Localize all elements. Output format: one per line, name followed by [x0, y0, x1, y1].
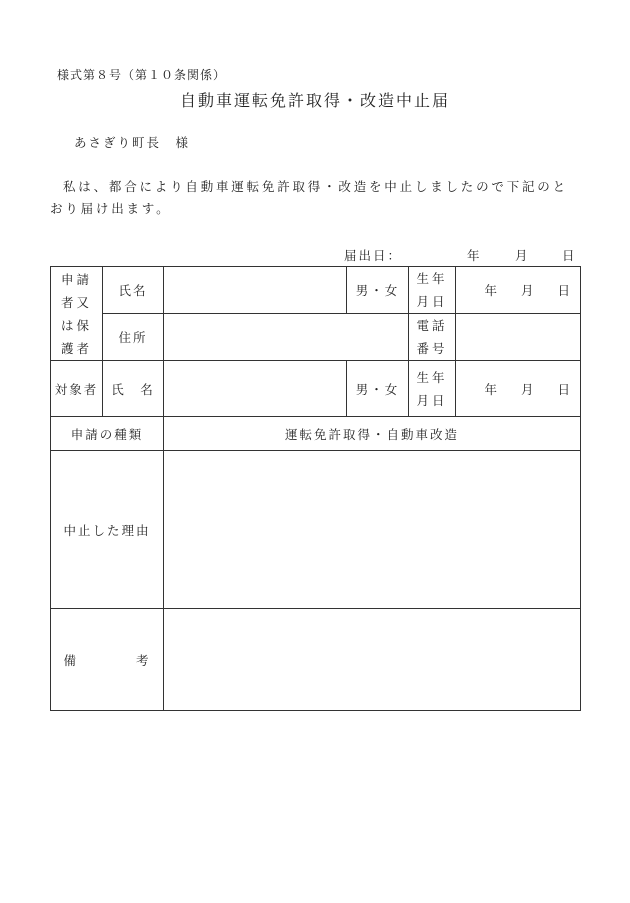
- applicant-birthdate-field[interactable]: 年 月 日: [456, 267, 581, 314]
- submission-date-day: 日: [562, 248, 575, 263]
- applicant-name-label: 氏名: [103, 267, 164, 314]
- subject-birthdate-field[interactable]: 年 月 日: [456, 361, 581, 417]
- application-type-label: 申請の種類: [51, 417, 164, 451]
- applicant-gender-field[interactable]: 男・女: [347, 267, 409, 314]
- reason-field[interactable]: [164, 451, 581, 609]
- reason-label: 中止した理由: [51, 451, 164, 609]
- applicant-group-label: 申請 者又 は保 護者: [51, 267, 103, 361]
- declaration-text: 私は、都合により自動車運転免許取得・改造を中止しましたので下記のとおり届け出ます。: [50, 179, 568, 216]
- subject-gender-field[interactable]: 男・女: [347, 361, 409, 417]
- submission-date-label: 届出日：: [344, 248, 403, 263]
- applicant-name-field[interactable]: [164, 267, 347, 314]
- applicant-address-label: 住所: [103, 314, 164, 361]
- applicant-phone-label: 電話 番号: [409, 314, 456, 361]
- applicant-phone-field[interactable]: [456, 314, 581, 361]
- submission-date-year: 年: [467, 248, 480, 263]
- subject-birth-label: 生年 月日: [409, 361, 456, 417]
- subject-name-field[interactable]: [164, 361, 347, 417]
- applicant-birth-label: 生年 月日: [409, 267, 456, 314]
- submission-date-month: 月: [515, 248, 528, 263]
- application-form-table: [50, 266, 581, 711]
- remarks-label: 備 考: [51, 609, 164, 711]
- form-number: 様式第８号（第１０条関係）: [57, 68, 227, 82]
- addressee: あさぎり町長 様: [74, 135, 191, 150]
- subject-label: 対象者: [51, 361, 103, 417]
- form-title: 自動車運転免許取得・改造中止届: [179, 91, 450, 110]
- remarks-field[interactable]: [164, 609, 581, 711]
- applicant-address-field[interactable]: [164, 314, 409, 361]
- subject-name-label: 氏 名: [103, 361, 164, 417]
- application-type-value: 運転免許取得・自動車改造: [164, 417, 581, 451]
